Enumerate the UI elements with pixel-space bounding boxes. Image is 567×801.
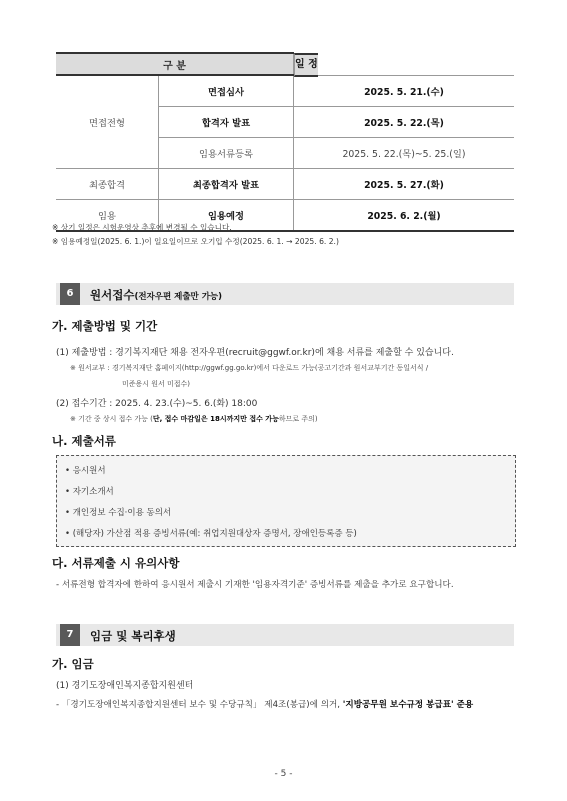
group-interview: 면접전형 xyxy=(56,75,159,169)
list-item: • 자기소개서 xyxy=(65,487,114,497)
row-date: 2025. 5. 22.(목)~5. 25.(일) xyxy=(294,138,515,169)
list-item: • 개인정보 수집·이용 동의서 xyxy=(65,508,172,518)
wages-text-pre: - 「경기도장애인복지종합지원센터 보수 및 수당규칙」 제4조(봉급)에 의거, xyxy=(56,700,343,710)
required-docs-box xyxy=(56,455,516,547)
heading-wages: 가. 임금 xyxy=(52,657,94,671)
period-note-pre: ※ 기간 중 상시 접수 가능 ( xyxy=(70,415,153,423)
wages-text-bold: '지방공무원 보수규정 봉급표' 준용 xyxy=(342,700,474,710)
schedule-header-row xyxy=(56,53,514,75)
row-item: 임용서류등록 xyxy=(159,138,294,169)
schedule-note-1: ※ 상기 일정은 시험운영상 추후에 변경될 수 있습니다. xyxy=(52,223,232,232)
section-6-title-text: 원서접수 xyxy=(90,288,135,302)
group-appointment: 임용 xyxy=(56,200,159,232)
row-item: 면접심사 xyxy=(159,75,294,107)
row-item: 합격자 발표 xyxy=(159,107,294,138)
section-7-title: 임금 및 복리후생 xyxy=(90,629,176,643)
schedule-table xyxy=(56,52,514,232)
section-6-subtitle: (전자우편 제출만 가능) xyxy=(134,292,223,302)
page-number: - 5 - xyxy=(274,769,293,779)
section-6-title xyxy=(90,287,222,303)
application-form-note: ※ 원서교부 : 경기복지재단 홈페이지(http://ggwf.gg.go.kr)에서 다운로드 가능(공고기간과 원서교부기간 동일서식 / xyxy=(70,364,429,372)
submission-notes-text: - 서류전형 합격자에 한하여 응시원서 제출시 기재한 '임용자격기준' 증빙서류를 제출을 추가로 요구합니다. xyxy=(56,580,454,590)
heading-required-docs: 나. 제출서류 xyxy=(52,434,116,448)
list-item: • 응시원서 xyxy=(65,466,106,476)
row-date: 2025. 6. 2.(월) xyxy=(294,200,515,232)
period-note-bold: 단, 접수 마감일은 18시까지만 접수 가능 xyxy=(152,415,279,423)
list-item: • (해당자) 가산점 적용 증빙서류(예: 취업지원대상자 증명서, 장애인등록증 등) xyxy=(65,529,357,539)
heading-submission-method: 가. 제출방법 및 기간 xyxy=(52,319,158,333)
heading-submission-notes: 다. 서류제출 시 유의사항 xyxy=(52,556,180,570)
submission-period-note xyxy=(70,414,318,424)
application-form-note-cont: 미준용시 원서 미접수) xyxy=(122,380,191,388)
wages-item-1-text xyxy=(56,698,473,710)
wages-item-1: (1) 경기도장애인복지종합지원센터 xyxy=(56,681,194,691)
row-date: 2025. 5. 22.(목) xyxy=(294,107,515,138)
section-7-number: 7 xyxy=(60,624,80,646)
schedule-note-2: ※ 임용예정일(2025. 6. 1.)이 일요일이므로 오기입 수정(2025. 6. 1. → 2025. 6. 2.) xyxy=(52,237,339,246)
row-date: 2025. 5. 27.(화) xyxy=(294,169,515,200)
row-item: 최종합격자 발표 xyxy=(159,169,294,200)
row-item: 임용예정 xyxy=(159,200,294,232)
table-row xyxy=(56,169,514,200)
row-date: 2025. 5. 21.(수) xyxy=(294,75,515,107)
table-row xyxy=(56,75,514,107)
submission-period-text: (2) 접수기간 : 2025. 4. 23.(수)~5. 6.(화) 18:00 xyxy=(56,399,258,409)
group-final: 최종합격 xyxy=(56,169,159,200)
header-category: 구 분 xyxy=(56,53,294,75)
section-6-number: 6 xyxy=(60,283,80,305)
submission-method-text: (1) 제출방법 : 경기복지재단 채용 전자우편(recruit@ggwf.or.kr)에 채용 서류를 제출할 수 있습니다. xyxy=(56,348,454,358)
period-note-post: 하므로 주의) xyxy=(278,415,318,423)
header-schedule: 일 정 xyxy=(294,53,318,77)
